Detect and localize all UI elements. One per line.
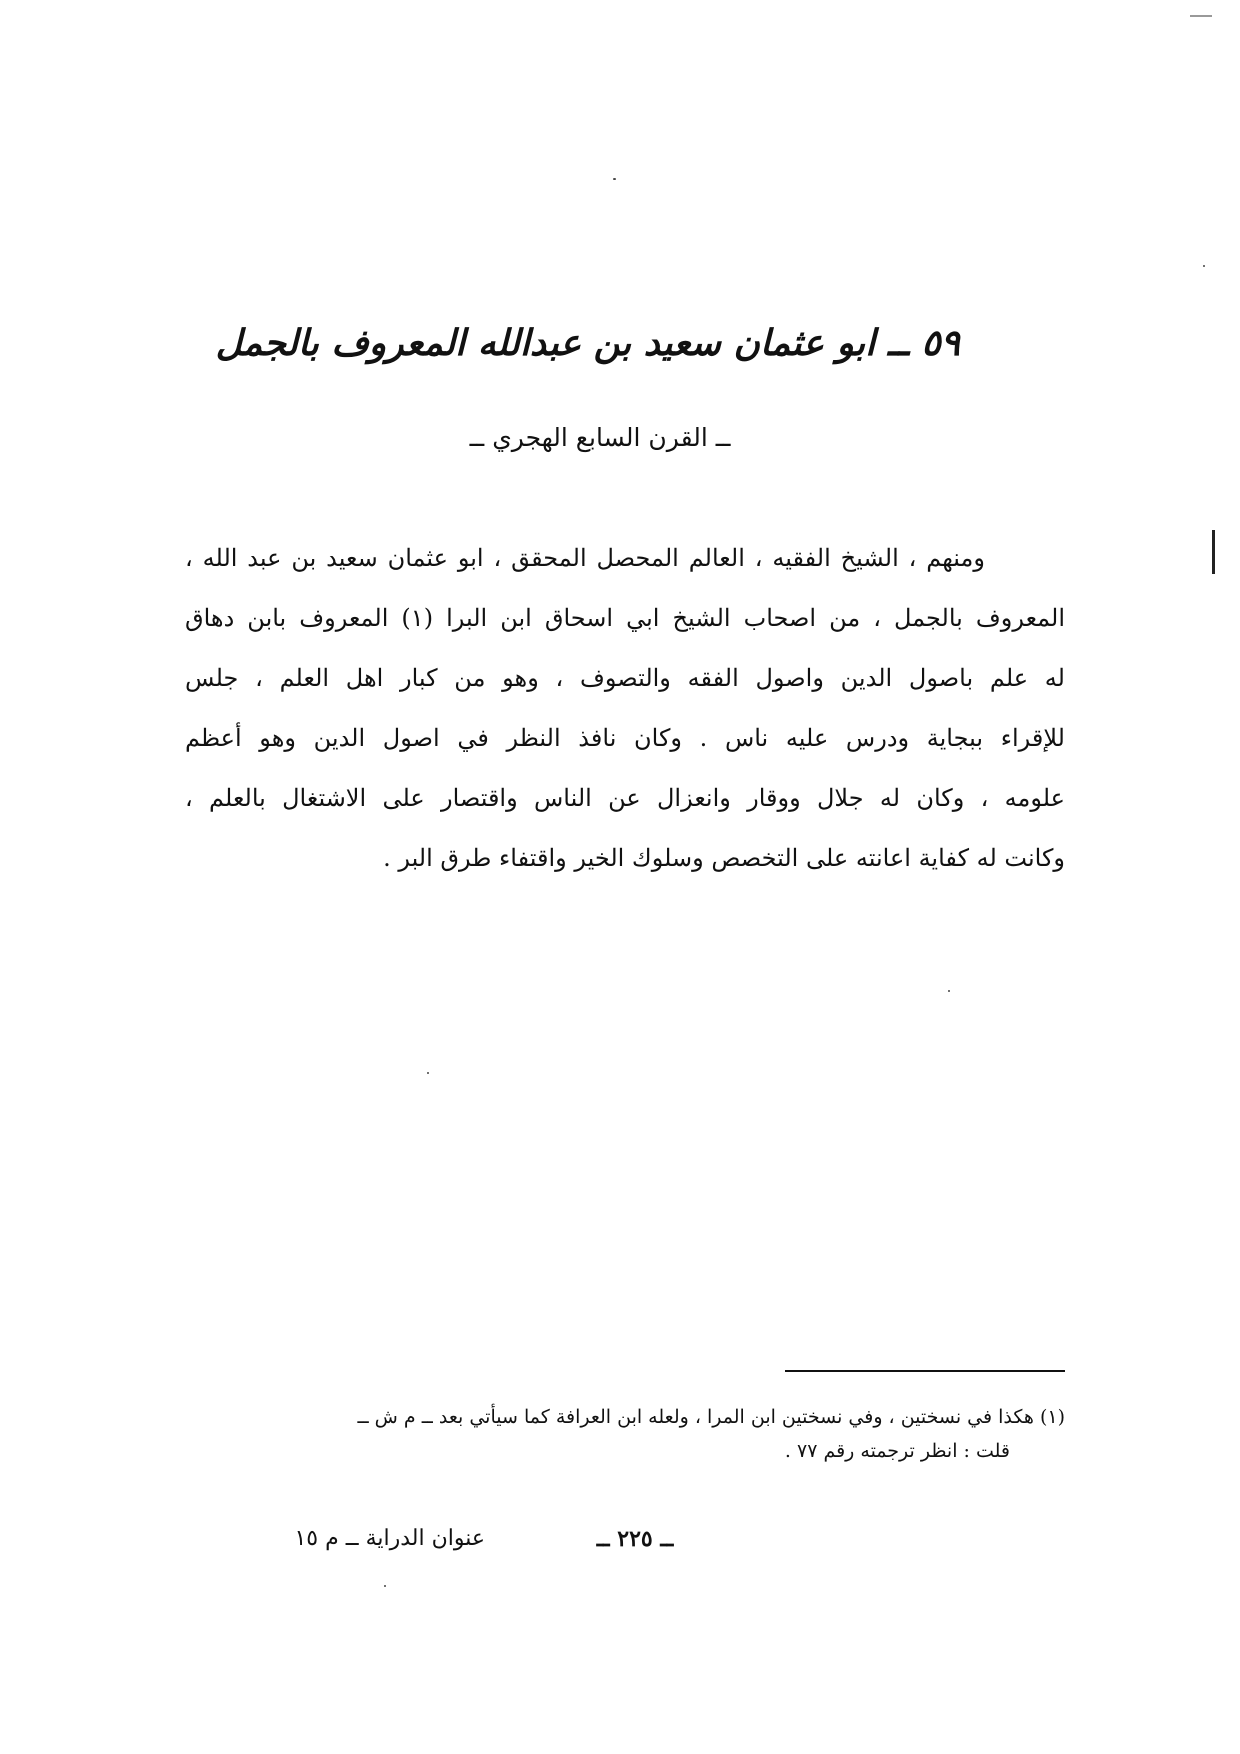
margin-mark — [1212, 530, 1215, 574]
footnote — [185, 1400, 1065, 1468]
body-paragraph — [185, 528, 1065, 888]
scan-speck — [613, 178, 616, 180]
footnote-line: قلت : انظر ترجمته رقم ٧٧ . — [784, 1440, 1010, 1462]
scan-speck — [427, 1072, 429, 1074]
footnote-line: (١) هكذا في نسختين ، وفي نسختين ابن المرا ، ولعله ابن العرافة كما سيأتي بعد ــ م ش ــ — [357, 1406, 1065, 1428]
page-number: ــ ٢٢٥ ــ — [596, 1526, 674, 1552]
scan-speck — [948, 990, 950, 992]
body-line: وكانت له كفاية اعانته على التخصص وسلوك الخير واقتفاء طرق البر . — [383, 844, 1065, 872]
body-line: له علم باصول الدين واصول الفقه والتصوف ، وهو من كبار اهل العلم ، جلس — [185, 664, 1065, 692]
body-line: علومه ، وكان له جلال ووقار وانعزال عن الناس واقتصار على الاشتغال بالعلم ، — [185, 784, 1065, 812]
running-footer: عنوان الدراية ــ م ١٥ — [294, 1526, 485, 1551]
footnote-separator — [785, 1370, 1065, 1372]
entry-title: ٥٩ ــ ابو عثمان سعيد بن عبدالله المعروف بالجمل — [215, 322, 960, 364]
body-line: المعروف بالجمل ، من اصحاب الشيخ ابي اسحاق ابن البرا (١) المعروف بابن دهاق — [185, 604, 1065, 632]
entry-subtitle: ــ القرن السابع الهجري ــ — [469, 423, 731, 452]
scan-speck — [1203, 265, 1205, 267]
scan-speck — [384, 1585, 386, 1587]
scan-speck — [1190, 15, 1212, 17]
body-line: ومنهم ، الشيخ الفقيه ، العالم المحصل المحقق ، ابو عثمان سعيد بن عبد الله ، — [185, 544, 985, 572]
body-line: للإقراء ببجاية ودرس عليه ناس . وكان نافذ النظر في اصول الدين وهو أعظم — [185, 724, 1065, 752]
